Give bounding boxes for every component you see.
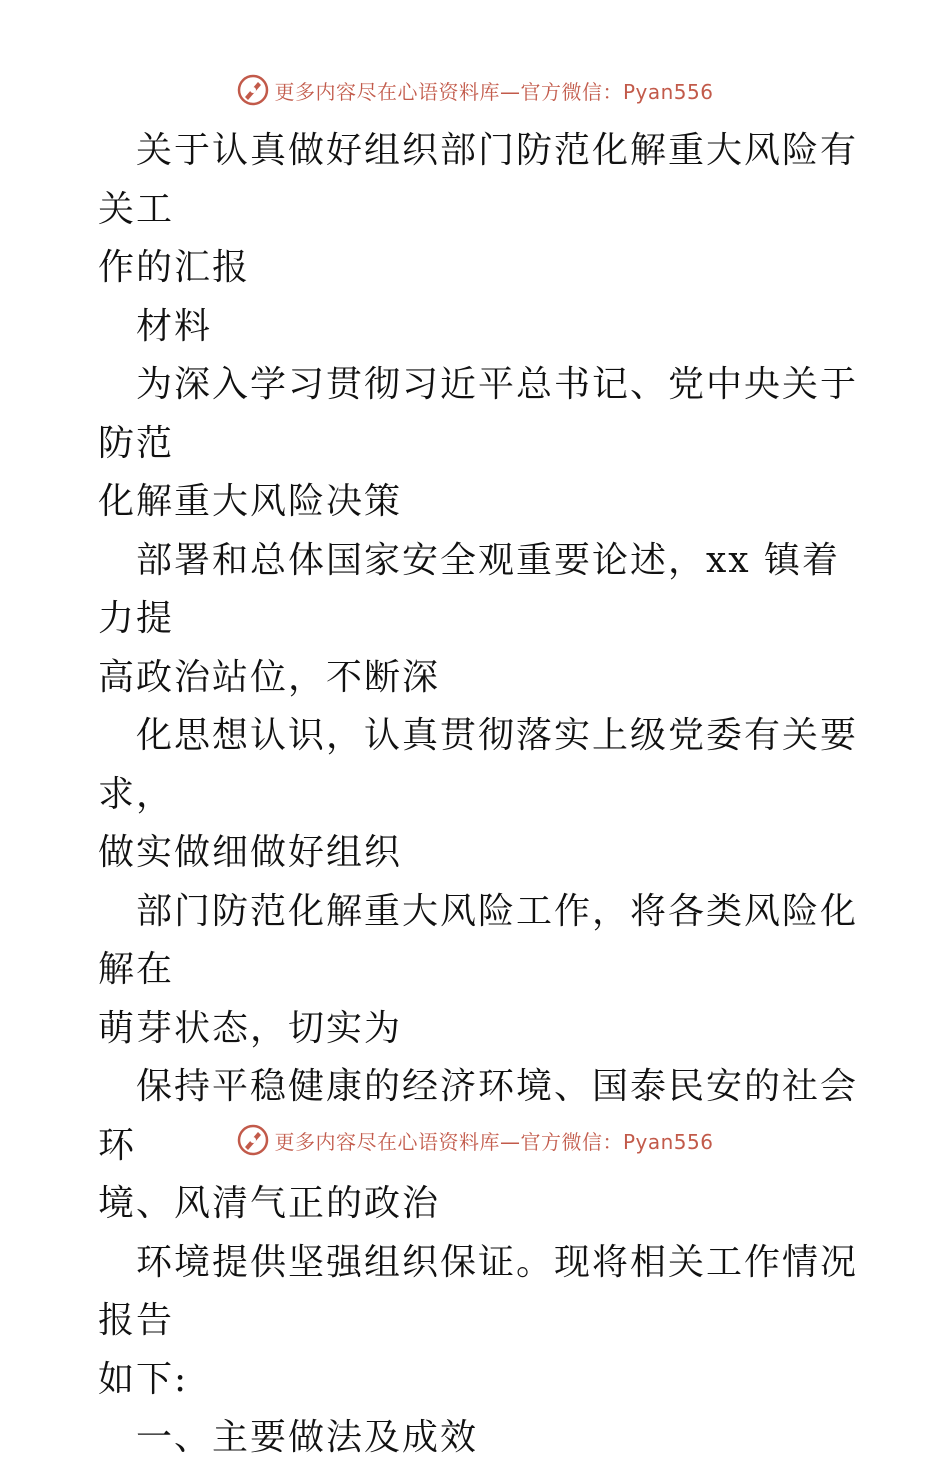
paragraph-subtitle (98, 298, 868, 357)
header-watermark-text: 更多内容尽在心语资料库—官方微信：Pyan556 (274, 79, 714, 104)
footer-watermark-text: 更多内容尽在心语资料库—官方微信：Pyan556 (274, 1129, 714, 1154)
paragraph-line: 一、主要做法及成效 (136, 1417, 479, 1458)
paragraph-line: 萌芽状态，切实为 (98, 1007, 403, 1049)
paragraph-line: 做实做细做好组织 (98, 832, 403, 873)
pen-circle-logo-icon (236, 73, 270, 107)
header-watermark (0, 70, 950, 110)
paragraph-line: 关于认真做好组织部门防范化解重大风险有关工 (98, 130, 859, 230)
paragraph-line: 如下: (98, 1358, 189, 1400)
paragraph-line: 部署和总体国家安全观重要论述，xx 镇着力提 (98, 539, 841, 639)
paragraph-line: 部门防范化解重大风险工作，将各类风险化解在 (98, 890, 859, 990)
paragraph (98, 883, 868, 1059)
paragraph-line: 为深入学习贯彻习近平总书记、党中央关于防范 (98, 364, 859, 464)
paragraph-line: 环境提供坚强组织保证。现将相关工作情况报告 (98, 1241, 859, 1341)
paragraph (98, 1234, 868, 1410)
document-body (98, 122, 868, 1468)
pen-circle-logo-icon (236, 1123, 270, 1157)
paragraph-line: 作的汇报 (98, 247, 251, 288)
footer-watermark (0, 1120, 950, 1160)
paragraph-line: 高政治站位，不断深 (98, 656, 441, 698)
paragraph-line: 化解重大风险决策 (98, 481, 403, 522)
paragraph (98, 707, 868, 883)
paragraph-line: 化思想认识，认真贯彻落实上级党委有关要求， (98, 715, 859, 815)
paragraph-line: 材料 (136, 305, 213, 347)
paragraph (98, 356, 868, 532)
paragraph-line: 保持平稳健康的经济环境、国泰民安的社会环 (98, 1066, 859, 1166)
paragraph-line: 境、风清气正的政治 (98, 1183, 441, 1224)
paragraph (98, 532, 868, 708)
section-heading (98, 1409, 868, 1468)
paragraph-title (98, 122, 868, 298)
